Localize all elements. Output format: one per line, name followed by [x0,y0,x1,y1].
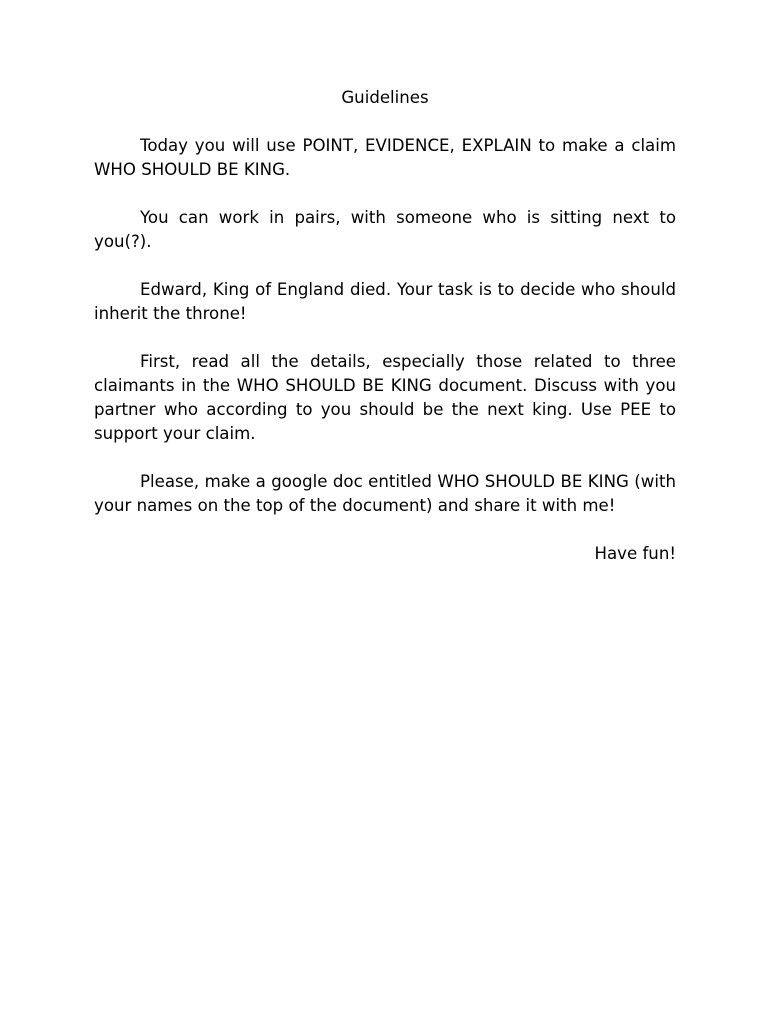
paragraph-pairs: You can work in pairs, with someone who is sitting next to you(?). [94,208,676,251]
paragraph-task: Edward, King of England died. Your task is to decide who should inherit the throne! [94,280,676,323]
paragraph-read-details: First, read all the details, especially those related to three claimants in the WHO SHOULD BE KING document. Discuss with you partner who according to you should be the next king. Use PEE to support your claim. [94,352,676,443]
document-body [94,86,676,566]
document-title: Guidelines [341,88,429,107]
signoff-text: Have fun! [594,544,676,563]
paragraph-pee-instruction: Today you will use POINT, EVIDENCE, EXPLAIN to make a claim WHO SHOULD BE KING. [94,136,676,179]
paragraph-google-doc: Please, make a google doc entitled WHO SHOULD BE KING (with your names on the top of the document) and share it with me! [94,472,676,515]
